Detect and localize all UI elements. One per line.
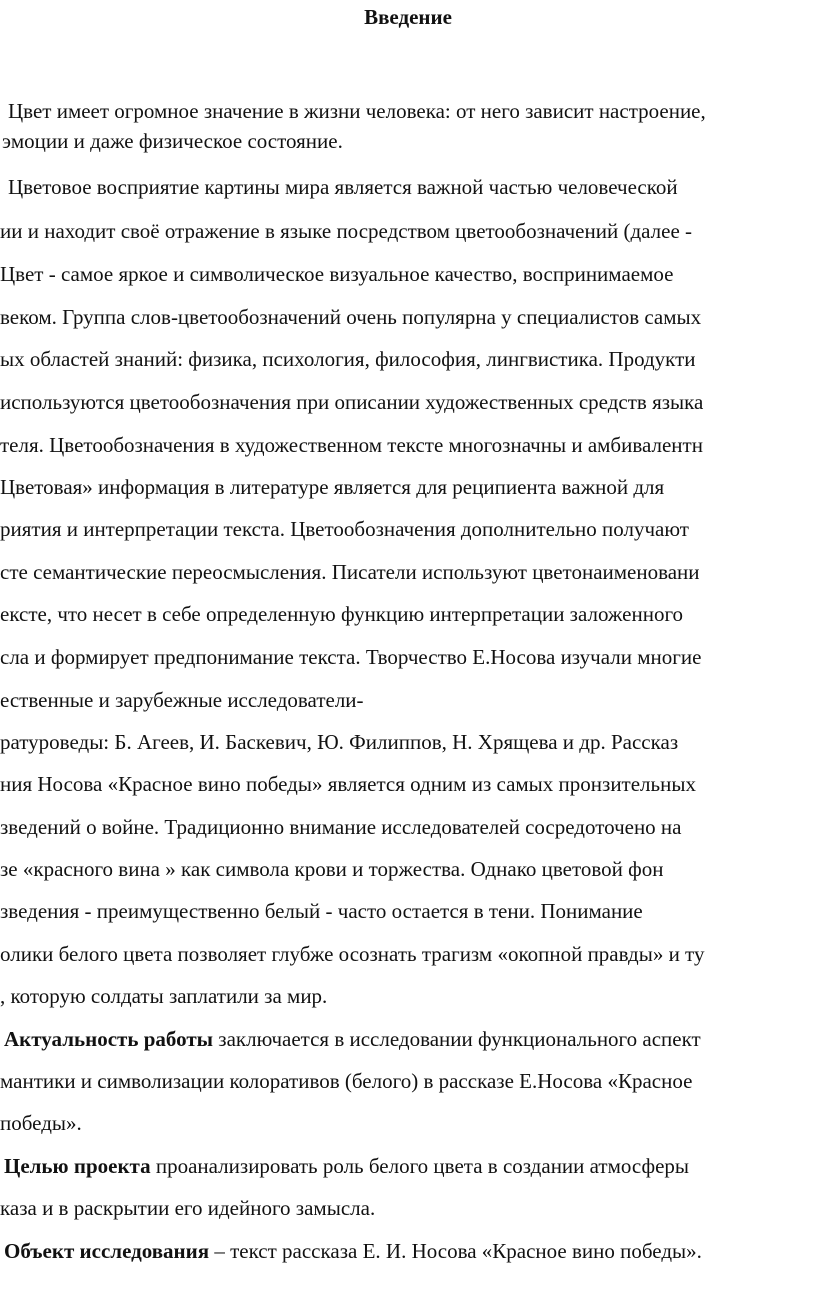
object-text: – текст рассказа Е. И. Носова «Красное вино победы». bbox=[209, 1239, 702, 1263]
text-line: зведения - преимущественно белый - часто остается в тени. Понимание bbox=[0, 899, 643, 923]
text-line: ратуроведы: Б. Агеев, И. Баскевич, Ю. Филиппов, Н. Хрящева и др. Рассказ bbox=[0, 730, 679, 754]
text-line: Цветовое восприятие картины мира является важной частью человеческой bbox=[8, 175, 678, 199]
text-line: ния Носова «Красное вино победы» является одним из самых пронзительных bbox=[0, 772, 696, 796]
relevance-label: Актуальность работы bbox=[4, 1027, 214, 1051]
text-line: веком. Группа слов-цветообозначений очень популярна у специалистов самых bbox=[0, 305, 702, 329]
object-line bbox=[4, 1238, 702, 1264]
text-line: зведений о войне. Традиционно внимание исследователей сосредоточено на bbox=[0, 815, 682, 839]
relevance-text: заключается в исследовании функционального аспект bbox=[213, 1027, 701, 1051]
text-line: ественные и зарубежные исследователи- bbox=[0, 688, 364, 712]
text-line: Цвет - самое яркое и символическое визуальное качество, воспринимаемое bbox=[0, 262, 674, 286]
text-line: риятия и интерпретации текста. Цветообозначения дополнительно получают bbox=[0, 517, 689, 541]
text-line: Цветовая» информация в литературе является для реципиента важной для bbox=[0, 475, 665, 499]
text-line: зе «красного вина » как символа крови и торжества. Однако цветовой фон bbox=[0, 857, 664, 881]
text-line: Цвет имеет огромное значение в жизни человека: от него зависит настроение, bbox=[8, 99, 706, 123]
text-line: мантики и символизации колоративов (белого) в рассказе Е.Носова «Красное bbox=[0, 1069, 693, 1093]
goal-label: Целью проекта bbox=[4, 1154, 151, 1178]
object-label: Объект исследования bbox=[4, 1239, 210, 1263]
text-line: теля. Цветообозначения в художественном тексте многозначны и амбивалентн bbox=[0, 433, 703, 457]
goal-line bbox=[4, 1153, 689, 1179]
goal-text: проанализировать роль белого цвета в создании атмосферы bbox=[150, 1154, 690, 1178]
text-line: сте семантические переосмысления. Писатели используют цветонаименовани bbox=[0, 560, 700, 584]
text-line: , которую солдаты заплатили за мир. bbox=[0, 984, 328, 1008]
text-line: победы». bbox=[0, 1111, 82, 1135]
text-line: используются цветообозначения при описании художественных средств языка bbox=[0, 390, 704, 414]
text-line: олики белого цвета позволяет глубже осознать трагизм «окопной правды» и ту bbox=[0, 942, 705, 966]
relevance-line bbox=[4, 1026, 701, 1052]
page-title: Введение bbox=[364, 5, 452, 29]
text-line: каза и в раскрытии его идейного замысла. bbox=[0, 1196, 376, 1220]
text-line: ии и находит своё отражение в языке посредством цветообозначений (далее - bbox=[0, 219, 693, 243]
text-line: эмоции и даже физическое состояние. bbox=[2, 129, 343, 153]
text-line: сла и формирует предпонимание текста. Творчество Е.Носова изучали многие bbox=[0, 645, 702, 669]
text-line: ых областей знаний: физика, психология, философия, лингвистика. Продукти bbox=[0, 347, 696, 371]
text-line: ексте, что несет в себе определенную функцию интерпретации заложенного bbox=[0, 602, 684, 626]
